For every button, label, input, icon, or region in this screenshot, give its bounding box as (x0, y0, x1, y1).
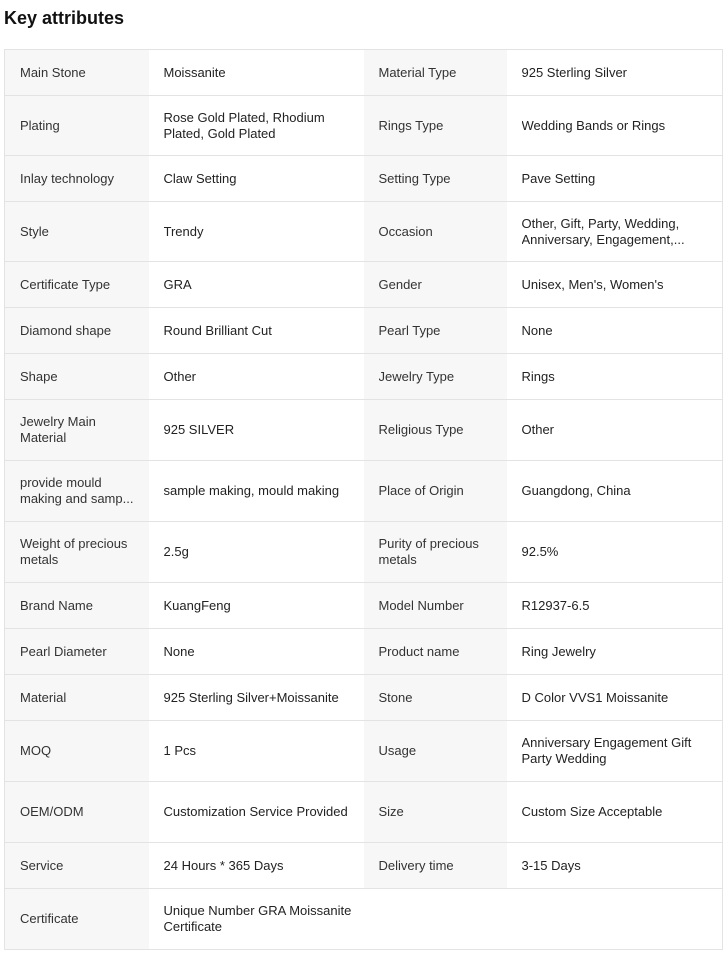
attribute-row (5, 843, 723, 889)
attribute-key-text: Service (20, 857, 64, 873)
attribute-value-text: Round Brilliant Cut (163, 322, 272, 338)
attribute-row (5, 721, 723, 782)
attribute-row (5, 675, 723, 721)
attribute-value-text: Other (163, 368, 197, 384)
attribute-value-text: Custom Size Acceptable (521, 804, 663, 819)
attribute-value (507, 202, 723, 262)
attribute-value (149, 308, 364, 354)
attribute-value (507, 461, 723, 522)
attribute-value-text: Unique Number GRA Moissanite Certificate (163, 903, 352, 934)
attribute-value-text: Anniversary Engagement Gift Party Wedding (521, 735, 692, 766)
attribute-key-text: OEM/ODM (20, 804, 84, 819)
attribute-value (149, 50, 364, 96)
attribute-key (5, 156, 149, 202)
attribute-value (507, 354, 723, 400)
attribute-key-text: Material Type (378, 64, 457, 80)
attribute-value (149, 202, 364, 262)
attribute-key (5, 583, 149, 629)
attribute-key (5, 262, 149, 308)
attribute-value (149, 629, 364, 675)
attribute-key (5, 889, 149, 950)
attribute-key-text: Religious Type (378, 422, 464, 437)
key-attributes-table (4, 49, 723, 950)
attribute-value (149, 354, 364, 400)
attribute-key-text: Rings Type (378, 117, 444, 133)
attribute-row (5, 156, 723, 202)
attribute-value (507, 308, 723, 354)
attribute-key (364, 843, 507, 889)
attribute-value (149, 889, 364, 950)
attribute-value-text: 2.5g (163, 544, 189, 559)
attribute-key (5, 721, 149, 782)
attribute-value (149, 262, 364, 308)
attribute-value-text: Rings (521, 368, 555, 384)
attribute-value-text: Ring Jewelry (521, 643, 596, 659)
attribute-value-text: Moissanite (163, 64, 226, 80)
attribute-value-text: Claw Setting (163, 170, 237, 186)
attribute-key (364, 583, 507, 629)
attribute-key (364, 354, 507, 400)
attribute-row (5, 583, 723, 629)
attribute-value-text: Customization Service Provided (163, 804, 348, 819)
attribute-key (364, 50, 507, 96)
attribute-value (507, 675, 723, 721)
attribute-key-text: Certificate Type (20, 276, 111, 292)
attribute-row (5, 461, 723, 522)
attribute-value-text: Unisex, Men's, Women's (521, 276, 664, 292)
attribute-key (5, 522, 149, 583)
attribute-key (5, 400, 149, 461)
attribute-row (5, 50, 723, 96)
attribute-value-text: GRA (163, 276, 192, 292)
attribute-key (5, 96, 149, 156)
attribute-key-text: Jewelry Main Material (20, 414, 96, 445)
attribute-key (5, 202, 149, 262)
attribute-key (364, 96, 507, 156)
attribute-key (5, 308, 149, 354)
attribute-key (364, 721, 507, 782)
key-attributes-body (5, 50, 723, 950)
attribute-value-text: 3-15 Days (521, 857, 581, 873)
attribute-key-text: Brand Name (20, 597, 93, 613)
attribute-value-text: Trendy (163, 223, 204, 239)
attribute-key-text: Setting Type (378, 170, 451, 186)
attribute-row (5, 889, 723, 950)
attribute-key (364, 522, 507, 583)
attribute-key (364, 400, 507, 461)
attribute-value-text: Pave Setting (521, 170, 596, 186)
attribute-value-text: D Color VVS1 Moissanite (521, 689, 669, 705)
attribute-value (507, 50, 723, 96)
section-title: Key attributes (4, 8, 125, 28)
attribute-key-text: Main Stone (20, 64, 86, 80)
attribute-key (364, 629, 507, 675)
attribute-key-text: Plating (20, 117, 60, 133)
attribute-value-text: 24 Hours * 365 Days (163, 857, 284, 873)
attribute-value-text: Other, Gift, Party, Wedding, Anniversary, Engagement,... (521, 215, 685, 247)
attribute-value-text: None (521, 322, 553, 338)
attribute-value-text: 92.5% (521, 544, 559, 559)
attribute-value (507, 583, 723, 629)
attribute-key (364, 782, 507, 843)
attribute-row (5, 202, 723, 262)
attribute-key-text: Diamond shape (20, 322, 112, 338)
attribute-row (5, 262, 723, 308)
attribute-value (149, 583, 364, 629)
attribute-key (364, 202, 507, 262)
attribute-key-text: Model Number (378, 597, 464, 613)
attribute-key-text: Delivery time (378, 857, 454, 873)
attribute-value-text: Other (521, 422, 555, 437)
attribute-value-text: None (163, 643, 195, 659)
attribute-value (507, 156, 723, 202)
attribute-value (507, 262, 723, 308)
attribute-key-text: Stone (378, 689, 413, 705)
attribute-key-text: MOQ (20, 743, 52, 758)
attribute-key (5, 354, 149, 400)
attribute-key-text: Occasion (378, 223, 433, 239)
attribute-key-text: Pearl Type (378, 322, 441, 338)
attribute-key (364, 675, 507, 721)
attribute-row (5, 782, 723, 843)
attribute-key-text: Shape (20, 368, 58, 384)
attribute-key-text: Gender (378, 276, 422, 292)
attribute-value-text: R12937-6.5 (521, 597, 590, 613)
attribute-value (507, 96, 723, 156)
attribute-value (507, 522, 723, 583)
attribute-key-text: Usage (378, 743, 417, 758)
attribute-key (364, 156, 507, 202)
attribute-value (149, 782, 364, 843)
attribute-key (5, 629, 149, 675)
attribute-value (149, 675, 364, 721)
attribute-key (364, 461, 507, 522)
attribute-key-text: Material (20, 689, 67, 705)
attribute-value-text: Rose Gold Plated, Rhodium Plated, Gold Plated (163, 109, 325, 141)
attribute-key-text: Certificate (20, 911, 79, 926)
attribute-value-text: KuangFeng (163, 597, 231, 613)
attribute-value-text: Guangdong, China (521, 483, 631, 498)
attribute-value (507, 721, 723, 782)
attribute-value-text: 925 Sterling Silver (521, 64, 627, 80)
attribute-key (5, 461, 149, 522)
attribute-key-text: Style (20, 223, 49, 239)
attribute-key (5, 782, 149, 843)
attribute-value-text: sample making, mould making (163, 483, 340, 498)
attribute-key (5, 843, 149, 889)
attribute-key-text: Pearl Diameter (20, 643, 107, 659)
attribute-value (149, 461, 364, 522)
attribute-key-text: Inlay technology (20, 170, 114, 186)
attribute-key-text: provide mould making and samp... (20, 475, 134, 506)
attribute-row (5, 400, 723, 461)
attribute-value (149, 721, 364, 782)
attribute-value (149, 522, 364, 583)
attribute-value-text: 1 Pcs (163, 743, 197, 758)
attribute-value-text: 925 SILVER (163, 422, 235, 437)
attribute-value (507, 400, 723, 461)
attribute-value (149, 96, 364, 156)
attribute-key-text: Place of Origin (378, 483, 464, 498)
attribute-key (364, 308, 507, 354)
attribute-value (507, 843, 723, 889)
attribute-key-text: Product name (378, 643, 460, 659)
attribute-value (507, 782, 723, 843)
attribute-key-text: Weight of precious metals (20, 536, 128, 567)
attribute-value (507, 629, 723, 675)
attribute-row (5, 629, 723, 675)
attribute-row (5, 308, 723, 354)
attribute-row (5, 96, 723, 156)
attribute-key-text: Purity of precious metals (378, 536, 479, 567)
attribute-key-text: Jewelry Type (378, 368, 455, 384)
attribute-value-text: 925 Sterling Silver+Moissanite (163, 689, 339, 705)
attribute-value (149, 400, 364, 461)
attribute-value-text: Wedding Bands or Rings (521, 117, 666, 133)
attribute-value (149, 156, 364, 202)
attribute-key (5, 50, 149, 96)
attribute-key (364, 262, 507, 308)
attribute-key (5, 675, 149, 721)
attribute-key-text: Size (378, 804, 404, 819)
attribute-row (5, 522, 723, 583)
empty-cell (364, 889, 723, 950)
attribute-value (149, 843, 364, 889)
attribute-row (5, 354, 723, 400)
